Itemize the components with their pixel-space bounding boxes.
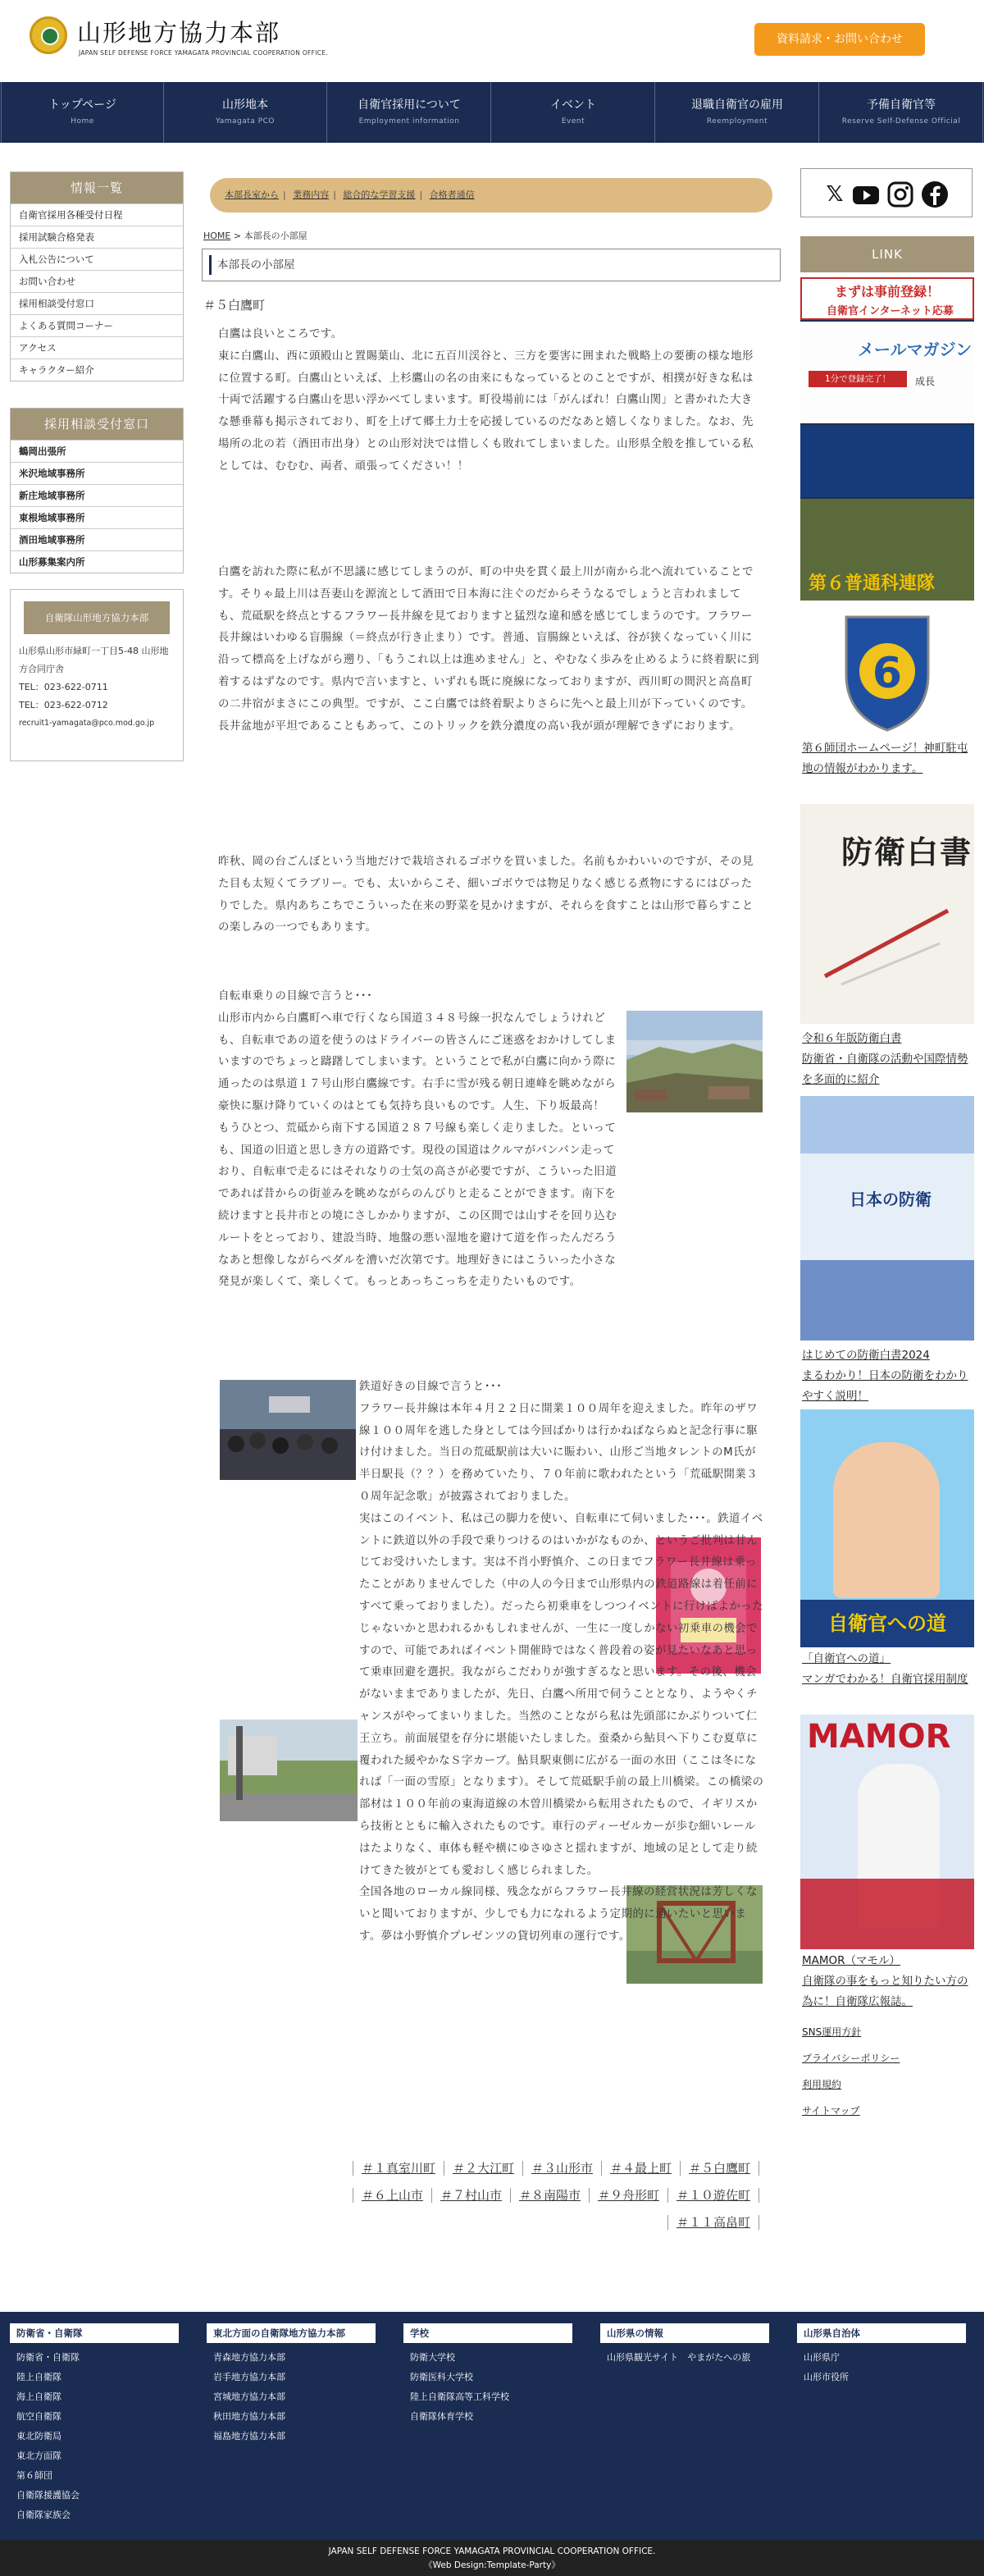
footer-link[interactable]: 東北防衛局 bbox=[16, 2431, 61, 2441]
footer-col-schools: 学校 防衛大学校 防衛医科大学校 陸上自衛隊高等工科学校 自衛隊体育学校 bbox=[403, 2323, 572, 2427]
nav-reserve[interactable]: 予備自衛官等 Reserve Self-Defense Official bbox=[820, 82, 983, 143]
episode-link-11[interactable]: ＃１１高畠町 bbox=[667, 2215, 759, 2230]
footer-col-municipalities: 山形県自治体 山形県庁 山形市役所 bbox=[797, 2323, 966, 2387]
white-paper-caption[interactable]: 令和６年版防衛白書 防衛省・自衛隊の活動や国際情勢を多面的に紹介 bbox=[802, 1032, 968, 1086]
footer-link[interactable]: 岩手地方協力本部 bbox=[213, 2372, 285, 2382]
footer-link[interactable]: 防衛医科大学校 bbox=[410, 2372, 473, 2382]
footer-link[interactable]: 自衛隊家族会 bbox=[16, 2510, 71, 2520]
office-address: 山形県山形市緑町一丁目5-48 山形地方合同庁舎 bbox=[19, 646, 169, 674]
episode-link-7[interactable]: ＃７村山市 bbox=[431, 2188, 511, 2203]
sns-links bbox=[800, 168, 973, 217]
link-sns-policy[interactable]: SNS運用方針 bbox=[802, 2026, 862, 2038]
footer-link[interactable]: 海上自衛隊 bbox=[16, 2391, 61, 2402]
subnav-director[interactable]: 本部長室から bbox=[225, 190, 279, 200]
facebook-icon[interactable] bbox=[921, 180, 949, 208]
emblem-icon bbox=[30, 16, 67, 54]
consult-title: 採用相談受付窓口 bbox=[11, 409, 183, 440]
footer-link[interactable]: 自衛隊援護協会 bbox=[16, 2490, 80, 2501]
mamor-caption[interactable]: MAMOR（マモル） 自衛隊の事をもっと知りたい方の為に！自衛隊広報誌。 bbox=[802, 1954, 968, 2008]
logo-subtitle: JAPAN SELF DEFENSE FORCE YAMAGATA PROVINCIAL COOPERATION OFFICE. bbox=[79, 49, 329, 57]
breadcrumb-home[interactable]: HOME bbox=[203, 231, 231, 241]
copyright-text: JAPAN SELF DEFENSE FORCE YAMAGATA PROVINCIAL COOPERATION OFFICE. bbox=[328, 2546, 656, 2556]
footer-link[interactable]: 陸上自衛隊高等工科学校 bbox=[410, 2391, 509, 2402]
nav-home[interactable]: トップページ Home bbox=[1, 82, 164, 143]
episode-link-1[interactable]: ＃１真室川町 bbox=[353, 2161, 444, 2176]
sidebar-item-yonezawa[interactable]: 米沢地域事務所 bbox=[11, 462, 183, 484]
footer-col-mod: 防衛省・自衛隊 防衛省・自衛隊 陸上自衛隊 海上自衛隊 航空自衛隊 東北防衛局 東北方面隊 第６師団 自衛隊援護協会 自衛隊家族会 bbox=[10, 2323, 179, 2525]
link-title: LINK bbox=[800, 236, 974, 272]
sidebar-item-characters[interactable]: キャラクター紹介 bbox=[11, 359, 183, 381]
manga-banner[interactable]: 自衛官への道 bbox=[800, 1409, 974, 1647]
sidebar-item-higashine[interactable]: 東根地域事務所 bbox=[11, 506, 183, 528]
consult-box bbox=[10, 408, 184, 573]
nav-event[interactable]: イベント Event bbox=[492, 82, 655, 143]
sidebar-item-access[interactable]: アクセス bbox=[11, 336, 183, 359]
x-icon[interactable]: 𝕏 bbox=[826, 182, 844, 207]
link-terms[interactable]: 利用規約 bbox=[802, 2079, 842, 2090]
breadcrumb: HOME > 本部長の小部屋 bbox=[203, 231, 308, 241]
office-info bbox=[10, 589, 184, 761]
page-title: 本部長の小部屋 bbox=[202, 249, 781, 281]
episode-link-10[interactable]: ＃１０遊佐町 bbox=[667, 2188, 759, 2203]
article-paragraph-1: 白鷹は良いところです。 東に白鷹山、西に頭殿山と置賜葉山、北に五百川渓谷と、三方を要害に囲まれた戦略上の要衝の様な地形に位置する町。白鷹山といえば、上杉鷹山の名の由来にもなっているとのことですが、相撲が好きな私は十両で活躍する白鷹山を思い浮かべてしまいます。町役場前には「がんばれ！白鷹山関」と書かれた大きな懸垂幕も掲示されており、町を上げて郷土力士を応援しているのだなあと嬉しくなりました。なお、先場所の北の若（酒田市出身）との山形対決では惜しくも敗れてしまいました。山形県全般を推している私としては、むむむ、両者、頑張ってください！！ bbox=[218, 328, 754, 473]
footer-link[interactable]: 宮城地方協力本部 bbox=[213, 2391, 285, 2402]
design-credit[interactable]: 《Web Design:Template-Party》 bbox=[424, 2560, 560, 2570]
global-nav bbox=[0, 82, 984, 143]
info-list-title: 情報一覧 bbox=[11, 172, 183, 203]
office-tel-1: TEL：023-622-0711 bbox=[19, 682, 108, 692]
sidebar-item-shinjo[interactable]: 新庄地域事務所 bbox=[11, 484, 183, 506]
article-paragraph-5: 鉄道好きの目線で言うと･･･ フラワー長井線は本年４月２２日に開業１００周年を迎えました。昨年のザワ線１００周年を逃した身としては今回ばかりは行かねばならぬと記念行事に駆け付けました。当日の荒砥駅前は大いに賑わい、山形ご当地タレントのM氏が半日駅長（？？）を務めていたり、７０年前に歌われたという「荒砥駅開業３０周年記念歌」が披露されておりました。 実はこのイベント、私は己の脚力を使い、自転車にて伺いました･･･。鉄道イベントに鉄道以外の手段で乗りつけるのはいかがなものか、というご批判は甘んじてお受けいたします。実は不肖小野慎介、この日までフラワー長井線は乗ったことがありませんでした（中の人の今日まで山形県内の鉄道路線は着任前にすべて乗っておりました）。だったら初乗車をしつつイベントに行けばよかったじゃないかと思われるかもしれませんが、一生に一度しかない初乗車の機会ですので、可能であればイベント開催時ではなく普段着の姿が見たいなあと思って乗車回避を選択。我ながらこだわりが強すぎるなと思います。その後、機会がないままでありましたが、先日、白鷹へ所用で伺うこととなり、ようやくチャンスがやってまいりました。当然のことながら私は先頭部にかぶりついて仁王立ち。前面展望を存分に堪能いたしました。蚕桑から鮎貝へ下りこむ夏草に覆われた緩やかなＳ字カーブ。鮎貝駅東側に広がる一面の水田（ここは冬になれば「一面の雪原」となります）。そして荒砥駅手前の最上川橋梁。この橋梁の部材は１００年前の東海道線の木曽川橋梁から転用されたもので、イギリスから技術とともに輸入されたものです。車行のディーゼルカーが歩む細いレールはたよりなく、車体も軽や横にゆさゆさと揺れますが、地域の足として走り続けてきた彼がとても愛おしく感じられました。 全国各地のローカル線同様、残念ながらフラワー長井線の経営状況は芳しくないと聞いておりますが、少しでも力になれるよう定期的に通いたいと思います。夢は小野慎介プレゼンツの貸切列車の運行です。 bbox=[359, 1381, 764, 1943]
footer-link[interactable]: 航空自衛隊 bbox=[16, 2411, 61, 2422]
episode-link-3[interactable]: ＃３山形市 bbox=[522, 2161, 602, 2176]
sidebar-item-consult[interactable]: 採用相談受付窓口 bbox=[11, 292, 183, 314]
subnav-passers[interactable]: 合格者通信 bbox=[429, 190, 475, 200]
footer-link[interactable]: 山形県観光サイト やまがたへの旅 bbox=[607, 2352, 751, 2363]
article-paragraph-2: 白鷹を訪れた際に私が不思議に感じてしまうのが、町の中央を貫く最上川が南から北へ流れていることです。そりゃ最上川は吾妻山を源流として酒田で日本海に注ぐのだからそうなるでしょうと言われましても、荒砥駅を終点とするフラワー長井線を見ておりますと猛烈な違和感を感じてしまうのです。フラワー長井線はいわゆる盲腸線（＝終点が行き止まり）です。普通、盲腸線といえば、谷が狭くなっていく川に沿って標高を上げながら遡り、「もうこれ以上は進めません」と、やむなく歩みを止めるように終着駅に到着するはずなのです。県内で言いますと、いずれも既に廃線になっておりますが、西川町の間沢と高畠町の二井宿がまさにこの典型。ですが、ここ白鷹では終着駅よりさらに先へと最上川が下っていくのです。長井盆地が平坦であることもあって、このトリックを鉄分濃度の高い我が頭が理解できずにおります。 bbox=[218, 566, 760, 733]
site-logo[interactable] bbox=[30, 15, 329, 59]
copyright bbox=[0, 2540, 984, 2576]
first-defense-caption[interactable]: はじめての防衛白書2024 まるわかり！日本の防衛をわかりやすく説明！ bbox=[802, 1349, 968, 1403]
site-footer bbox=[0, 2312, 984, 2540]
footer-link[interactable]: 防衛大学校 bbox=[410, 2352, 455, 2363]
nav-employment[interactable]: 自衛官採用について Employment information bbox=[328, 82, 491, 143]
footer-link[interactable]: 山形市役所 bbox=[804, 2372, 849, 2382]
nav-reemployment[interactable]: 退職自衛官の雇用 Reemployment bbox=[656, 82, 819, 143]
subnav-learning[interactable]: 総合的な学習支援 bbox=[343, 190, 416, 200]
nav-yamagata-pco[interactable]: 山形地本 Yamagata PCO bbox=[164, 82, 327, 143]
sub-nav: 本部長室から | 業務内容 | 総合的な学習支援 | 合格者通信 bbox=[210, 178, 772, 212]
contact-button[interactable]: 資料請求・お問い合わせ bbox=[754, 23, 925, 56]
article-title: ＃５白鷹町 bbox=[203, 298, 266, 313]
article-paragraph-3: 昨秋、岡の台ごんぼという当地だけで栽培されるゴボウを買いました。名前もかわいいのですが、その見た目も太短くてラブリー。でも、太いからこそ、細いゴボウでは物足りなく感じる煮物にするにはぴったりでした。県内あちこちでこういった在来の野菜を見かけますが、それらを食すことは山形で暮らすことの楽しみの一つでもあります。 bbox=[218, 856, 754, 934]
sidebar-item-sakata[interactable]: 酒田地域事務所 bbox=[11, 528, 183, 550]
office-email: recruit1-yamagata@pco.mod.go.jp bbox=[19, 719, 155, 728]
mamor-banner[interactable]: MAMOR bbox=[800, 1715, 974, 1949]
episode-link-8[interactable]: ＃８南陽市 bbox=[510, 2188, 590, 2203]
footer-col-pco: 東北方面の自衛隊地方協力本部 青森地方協力本部 岩手地方協力本部 宮城地方協力本部 秋田地方協力本部 福島地方協力本部 bbox=[207, 2323, 376, 2446]
footer-link[interactable]: 福島地方協力本部 bbox=[213, 2431, 285, 2441]
episode-link-2[interactable]: ＃２大江町 bbox=[444, 2161, 523, 2176]
defense-white-paper-banner[interactable]: 防衛白書 bbox=[800, 804, 974, 1024]
site-header bbox=[0, 0, 984, 79]
6th-division-banner[interactable] bbox=[800, 609, 974, 733]
first-defense-white-paper-banner[interactable]: 日本の防衛 bbox=[800, 1096, 974, 1341]
footer-link[interactable]: 防衛省・自衛隊 bbox=[16, 2352, 80, 2363]
footer-link[interactable]: 秋田地方協力本部 bbox=[213, 2411, 285, 2422]
episode-link-9[interactable]: ＃９舟形町 bbox=[589, 2188, 668, 2203]
logo-title: 山形地方協力本部 bbox=[77, 19, 281, 47]
link-sitemap[interactable]: サイトマップ bbox=[802, 2105, 860, 2117]
episode-link-5[interactable]: ＃５白鷹町 bbox=[680, 2161, 759, 2176]
youtube-icon[interactable] bbox=[852, 180, 880, 208]
6th-division-caption[interactable]: 第６師団ホームページ！神町駐屯地の情報がわかります。 bbox=[802, 742, 968, 775]
svg-text:6: 6 bbox=[872, 649, 903, 698]
recruit-banners[interactable]: まずは事前登録！ 自衛官インターネット応募 メールマガジン 1分で登録完了！ 成長 第６普通科連隊 bbox=[800, 277, 974, 601]
sidebar-item-tsuruoka[interactable]: 鶴岡出張所 bbox=[11, 440, 183, 462]
subnav-duties[interactable]: 業務内容 bbox=[293, 190, 330, 200]
breadcrumb-current: 本部長の小部屋 bbox=[244, 231, 308, 241]
footer-link[interactable]: 青森地方協力本部 bbox=[213, 2352, 285, 2363]
link-privacy-policy[interactable]: プライバシーポリシー bbox=[802, 2053, 900, 2064]
article-paragraph-4: 自転車乗りの目線で言うと･･･ 山形市内から白鷹町へ車で行くなら国道３４８号線一択なんでしょうけれども、自転車であの道を使うのはドライバーの皆さんにご迷惑をおかけしてしまいますのでちょっと躊躇してしまいます。ということで私が白鷹に向かう際に通ったのは県道１７号山形白鷹線です。右手に雪が残る朝日連峰を眺めながら豪快に駆け降りていくのはとても気持ち良いものです。人生、下り坂最高！ もうひとつ、荒砥から南下する国道２８７号線も楽しく走りました。といっても、国道の旧道と思しき方の道路です。現役の国道はクルマがバンバン走っており、自転車で走るにはそれなりの士気の高さが必要ですが、こういった旧道であれば昔からの街並みを眺めながらのんびりと走ることができます。南下を続けますと長井市との境にさしかかりますが、この区間では山すそを回り込むルートをとっており、建設当時、地盤の悪い湿地を避けて道を作ったんだろうなあと想像しながらペダルを漕いだ次第です。地理好きにはこういった小さな発見が楽しくて、楽しくて。もっとあっちこっちを走りたいものです。 bbox=[218, 990, 617, 1289]
manga-caption[interactable]: 「自衛官への道」 マンガでわかる！自衛官採用制度 bbox=[802, 1652, 968, 1686]
episode-link-6[interactable]: ＃６上山市 bbox=[353, 2188, 432, 2203]
sidebar-item-tender[interactable]: 入札公告について bbox=[11, 248, 183, 270]
event-crowd-photo bbox=[220, 1380, 356, 1480]
footer-link[interactable]: 東北方面隊 bbox=[16, 2450, 61, 2461]
footer-link[interactable]: 山形県庁 bbox=[804, 2352, 840, 2363]
sidebar-item-yamagata[interactable]: 山形募集案内所 bbox=[11, 550, 183, 573]
landscape-photo bbox=[626, 1011, 763, 1112]
platform-photo bbox=[220, 1720, 358, 1821]
sidebar-item-contact[interactable]: お問い合わせ bbox=[11, 270, 183, 292]
info-list-box bbox=[10, 171, 184, 381]
office-title: 自衛隊山形地方協力本部 bbox=[24, 601, 170, 634]
sidebar-item-faq[interactable]: よくある質問コーナー bbox=[11, 314, 183, 336]
office-tel-2: TEL：023-622-0712 bbox=[19, 700, 108, 710]
footer-col-yamagata: 山形県の情報 山形県観光サイト やまがたへの旅 bbox=[600, 2323, 769, 2368]
footer-link[interactable]: 陸上自衛隊 bbox=[16, 2372, 61, 2382]
episode-pager bbox=[318, 2159, 759, 2240]
sidebar-item-schedule[interactable]: 自衛官採用各種受付日程 bbox=[11, 203, 183, 226]
footer-link[interactable]: 自衛隊体育学校 bbox=[410, 2411, 473, 2422]
footer-link[interactable]: 第６師団 bbox=[16, 2470, 52, 2481]
instagram-icon[interactable] bbox=[886, 180, 914, 208]
episode-link-4[interactable]: ＃４最上町 bbox=[601, 2161, 681, 2176]
sidebar-item-results[interactable]: 採用試験合格発表 bbox=[11, 226, 183, 248]
